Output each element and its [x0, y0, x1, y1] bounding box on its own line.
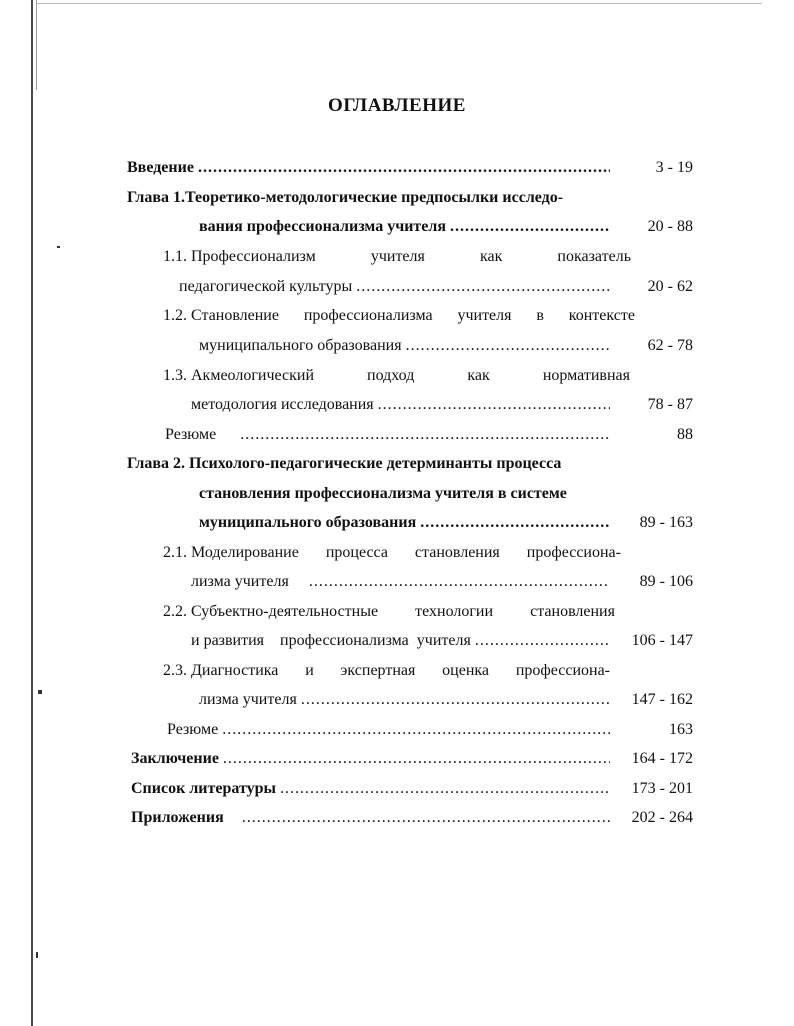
- leader-dots: [301, 688, 610, 712]
- toc-chapter-2-heading: Глава 2. Психолого-педагогические детерминанты процесса: [127, 455, 562, 472]
- toc-word: контексте: [568, 307, 635, 324]
- scan-edge-line: [36, 0, 37, 90]
- toc-word: профессионализма: [303, 307, 433, 324]
- toc-entry-label: муниципального образования: [199, 337, 402, 354]
- leader-dots: [222, 718, 610, 742]
- leader-dots: [280, 777, 610, 801]
- toc-word: профессиона-: [526, 544, 621, 561]
- scan-speck: [57, 246, 60, 248]
- toc-entry-label: Приложения: [131, 809, 224, 826]
- toc-page-number: 163: [669, 721, 693, 738]
- toc-section-1-1-heading: [163, 245, 631, 269]
- toc-bibliography: [131, 777, 610, 801]
- toc-entry-label: и развития профессионализма учителя: [191, 632, 471, 649]
- toc-section-2-1-entry: [191, 570, 610, 594]
- toc-entry-intro: [127, 156, 610, 180]
- toc-page-number: 164 - 172: [631, 750, 693, 767]
- toc-word: нормативная: [542, 367, 630, 384]
- toc-page-number: 62 - 78: [647, 337, 693, 354]
- toc-chapter-2-heading-line2: становления профессионализма учителя в системе: [199, 485, 567, 502]
- toc-word: как: [479, 248, 503, 265]
- page-title: ОГЛАВЛЕНИЕ: [328, 95, 466, 116]
- toc-word: показатель: [557, 248, 631, 265]
- toc-section-1-3-entry: [191, 393, 610, 417]
- toc-word: профессиона-: [515, 662, 610, 679]
- toc-entry-label: Резюме: [165, 426, 217, 443]
- leader-dots: [450, 215, 610, 239]
- leader-dots: [240, 423, 610, 447]
- toc-word: 2.2. Субъектно-деятельностные: [163, 603, 379, 620]
- toc-word: учителя: [370, 248, 425, 265]
- toc-word: оценка: [442, 662, 490, 679]
- toc-page-number: 20 - 62: [647, 278, 693, 295]
- toc-word: становления: [414, 544, 500, 561]
- toc-word: учителя: [457, 307, 512, 324]
- leader-dots: [242, 806, 610, 830]
- toc-word: процесса: [325, 544, 388, 561]
- toc-entry-label: педагогической культуры: [179, 278, 353, 295]
- toc-chapter-2-entry: [199, 511, 610, 535]
- toc-entry-label: лизма учителя: [191, 573, 289, 590]
- scan-speck: [36, 952, 38, 958]
- toc-word: как: [467, 367, 490, 384]
- toc-section-1-2-heading: [163, 304, 635, 328]
- leader-dots: [356, 275, 610, 299]
- leader-dots: [309, 570, 610, 594]
- toc-entry-label: Введение: [127, 159, 194, 176]
- toc-section-2-3-entry: [199, 688, 610, 712]
- toc-page-number: 89 - 106: [639, 573, 693, 590]
- toc-word: 2.1. Моделирование: [163, 544, 299, 561]
- toc-word: экспертная: [340, 662, 416, 679]
- toc-page-number: 78 - 87: [647, 396, 693, 413]
- toc-word: технологии: [415, 603, 494, 620]
- toc-entry-label: Заключение: [131, 750, 219, 767]
- toc-section-1-2-entry: [199, 334, 610, 358]
- toc-page-number: 89 - 163: [639, 514, 693, 531]
- leader-dots: [378, 393, 610, 417]
- toc-word: становления: [530, 603, 615, 620]
- scan-top-line: [36, 3, 762, 4]
- toc-entry-label: Список литературы: [131, 780, 276, 797]
- toc-page-number: 173 - 201: [631, 780, 693, 797]
- toc-page-number: 20 - 88: [647, 218, 693, 235]
- leader-dots: [406, 334, 610, 358]
- scan-edge-line: [31, 0, 33, 1026]
- toc-word: 1.3. Акмеологический: [163, 367, 314, 384]
- toc-summary-1: [165, 423, 610, 447]
- toc-section-1-1-entry: [179, 275, 610, 299]
- toc-page-number: 147 - 162: [631, 691, 693, 708]
- toc-entry-label: методология исследования: [191, 396, 374, 413]
- toc-section-2-1-heading: [163, 541, 621, 565]
- toc-word: 2.3. Диагностика: [163, 662, 279, 679]
- toc-section-1-3-heading: [163, 364, 630, 388]
- toc-word: в: [536, 307, 544, 324]
- toc-section-2-2-heading: [163, 600, 615, 624]
- toc-page-number: 3 - 19: [655, 159, 693, 176]
- leader-dots: [420, 511, 610, 535]
- toc-chapter-1-heading: Глава 1.Теоретико-методологические предпосылки исследо-: [127, 189, 564, 206]
- toc-word: 1.2. Становление: [163, 307, 279, 324]
- toc-word: подход: [367, 367, 415, 384]
- toc-section-2-2-entry: [191, 629, 610, 653]
- toc-entry-label: Резюме: [167, 721, 219, 738]
- toc-summary-2: [167, 718, 610, 742]
- toc-word: 1.1. Профессионализм: [163, 248, 316, 265]
- toc-appendices: [131, 806, 610, 830]
- leader-dots: [198, 156, 610, 180]
- toc-entry-label: муниципального образования: [199, 514, 417, 531]
- toc-section-2-3-heading: [163, 659, 610, 683]
- toc-chapter-1-entry: [199, 215, 610, 239]
- toc-word: и: [305, 662, 314, 679]
- toc-entry-label: вания профессионализма учителя: [199, 218, 447, 235]
- toc-page-number: 88: [677, 426, 693, 443]
- toc-entry-label: лизма учителя: [199, 691, 297, 708]
- leader-dots: [223, 747, 610, 771]
- toc-page-number: 106 - 147: [631, 632, 693, 649]
- leader-dots: [475, 629, 610, 653]
- toc-conclusion: [131, 747, 610, 771]
- toc-page-number: 202 - 264: [631, 809, 693, 826]
- scan-speck: [38, 690, 42, 694]
